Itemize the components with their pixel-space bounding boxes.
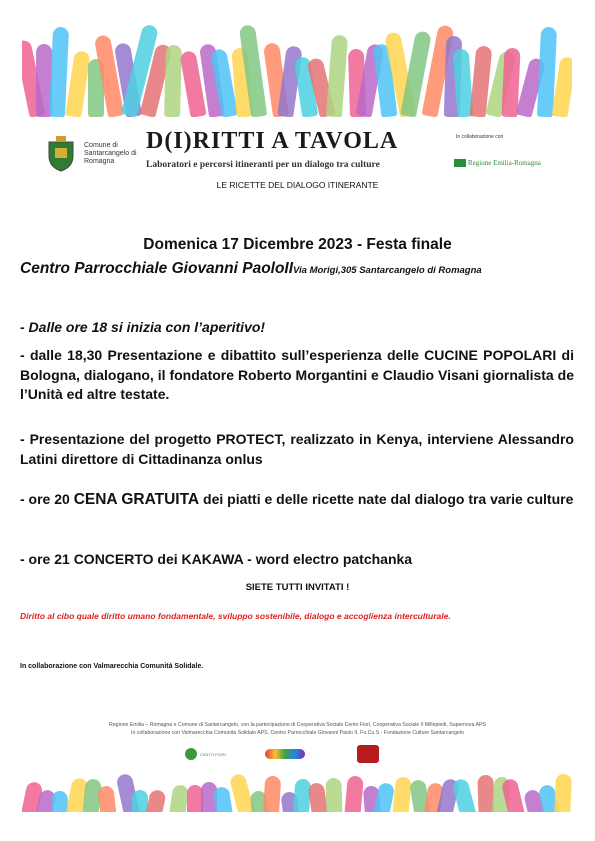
- hand-shape: [326, 778, 343, 812]
- millepiedi-logo: [265, 744, 309, 764]
- venue: [20, 260, 580, 278]
- partners-line-1: Regione Emilia – Romagna e Comune di Santarcangelo, con la partecipazione di Cooperativa Sociale Cento Fiori, Cooperativa Sociale Il Millepiedi, Supernova APS: [109, 722, 486, 728]
- partners-line-2: In collaborazione con Valmarecchia Comunità Solidale APS, Centro Parrocchiale Giovanni Paolo II, Fo.Cu.S - Fondazione Culture Santarcangelo: [131, 730, 464, 736]
- hand-shape: [98, 785, 117, 812]
- cena-prefix: - ore 20: [20, 491, 74, 507]
- comune-name: Comune di Santarcangelo di Romagna: [84, 142, 137, 165]
- hand-shape: [554, 774, 572, 812]
- venue-name: Centro Parrocchiale Giovanni PaoloII: [20, 260, 294, 277]
- hand-shape: [213, 786, 234, 812]
- invite-text: SIETE TUTTI INVITATI !: [245, 582, 350, 593]
- collab-label: In collaborazione con: [456, 134, 504, 140]
- hand-shape: [145, 789, 167, 812]
- supernova-icon: [357, 745, 379, 763]
- cena-suffix: dei piatti e delle ricette nate dal dialogo tra varie culture: [199, 491, 574, 507]
- hand-shape: [168, 784, 189, 812]
- program-cena: [20, 490, 574, 510]
- region-logo-text: Regione Emilia-Romagna: [468, 159, 541, 167]
- hand-shape: [263, 775, 281, 812]
- region-flag-icon: [454, 159, 466, 167]
- ricette-label: LE RICETTE DEL DIALOGO ITINERANTE: [216, 180, 379, 190]
- hand-shape: [326, 34, 348, 117]
- hand-shape: [344, 775, 364, 812]
- region-logo: [454, 156, 554, 170]
- cento-fiori-label: CENTO FIORI: [200, 751, 226, 757]
- program-presentazione-protect: - Presentazione del progetto PROTECT, realizzato in Kenya, interviene Alessandro Latini direttore di Cittadinanza onlus: [20, 431, 574, 467]
- event-date: Domenica 17 Dicembre 2023 - Festa finale: [143, 236, 452, 253]
- flower-icon: [185, 748, 197, 760]
- header: [40, 128, 560, 188]
- manifesto-text: Diritto al cibo quale diritto umano fondamentale, sviluppo sostenibile, dialogo e accoglienza interculturale.: [20, 611, 451, 621]
- page-subtitle: Laboratori e percorsi itineranti per un dialogo tra culture: [146, 160, 380, 170]
- hands-banner-top: [22, 22, 572, 117]
- cena-highlight: CENA GRATUITA: [73, 491, 200, 508]
- page-title: D(I)RITTI A TAVOLA: [146, 128, 399, 154]
- hands-banner-bottom: [22, 770, 572, 812]
- program-concerto: - ore 21 CONCERTO dei KAKAWA - word electro patchanka: [20, 551, 413, 567]
- venue-address: Via Morigi,305 Santarcangelo di Romagna: [293, 265, 482, 276]
- hand-shape: [451, 778, 476, 812]
- hand-shape: [164, 45, 182, 117]
- collab-line: In collaborazione con Valmarecchia Comunità Solidale.: [20, 663, 204, 670]
- hand-shape: [392, 777, 412, 812]
- program-aperitivo: - Dalle ore 18 si inizia con l’aperitivo!: [20, 319, 266, 335]
- program-presentazione-cucine: - dalle 18,30 Presentazione e dibattito sull’esperienza delle CUCINE POPOLARI di Bologna, dialogano, il fondatore Roberto Morgantini e Claudio Visani giornalista de l’Unità ed altre testate.: [20, 347, 574, 402]
- cento-fiori-logo: [185, 744, 235, 764]
- supernova-logo: [357, 744, 381, 764]
- partners-credits: [0, 721, 595, 737]
- partner-logos: [185, 744, 385, 768]
- millepiedi-icon: [265, 749, 305, 759]
- coat-of-arms-icon: [46, 136, 76, 172]
- hand-shape: [65, 50, 91, 117]
